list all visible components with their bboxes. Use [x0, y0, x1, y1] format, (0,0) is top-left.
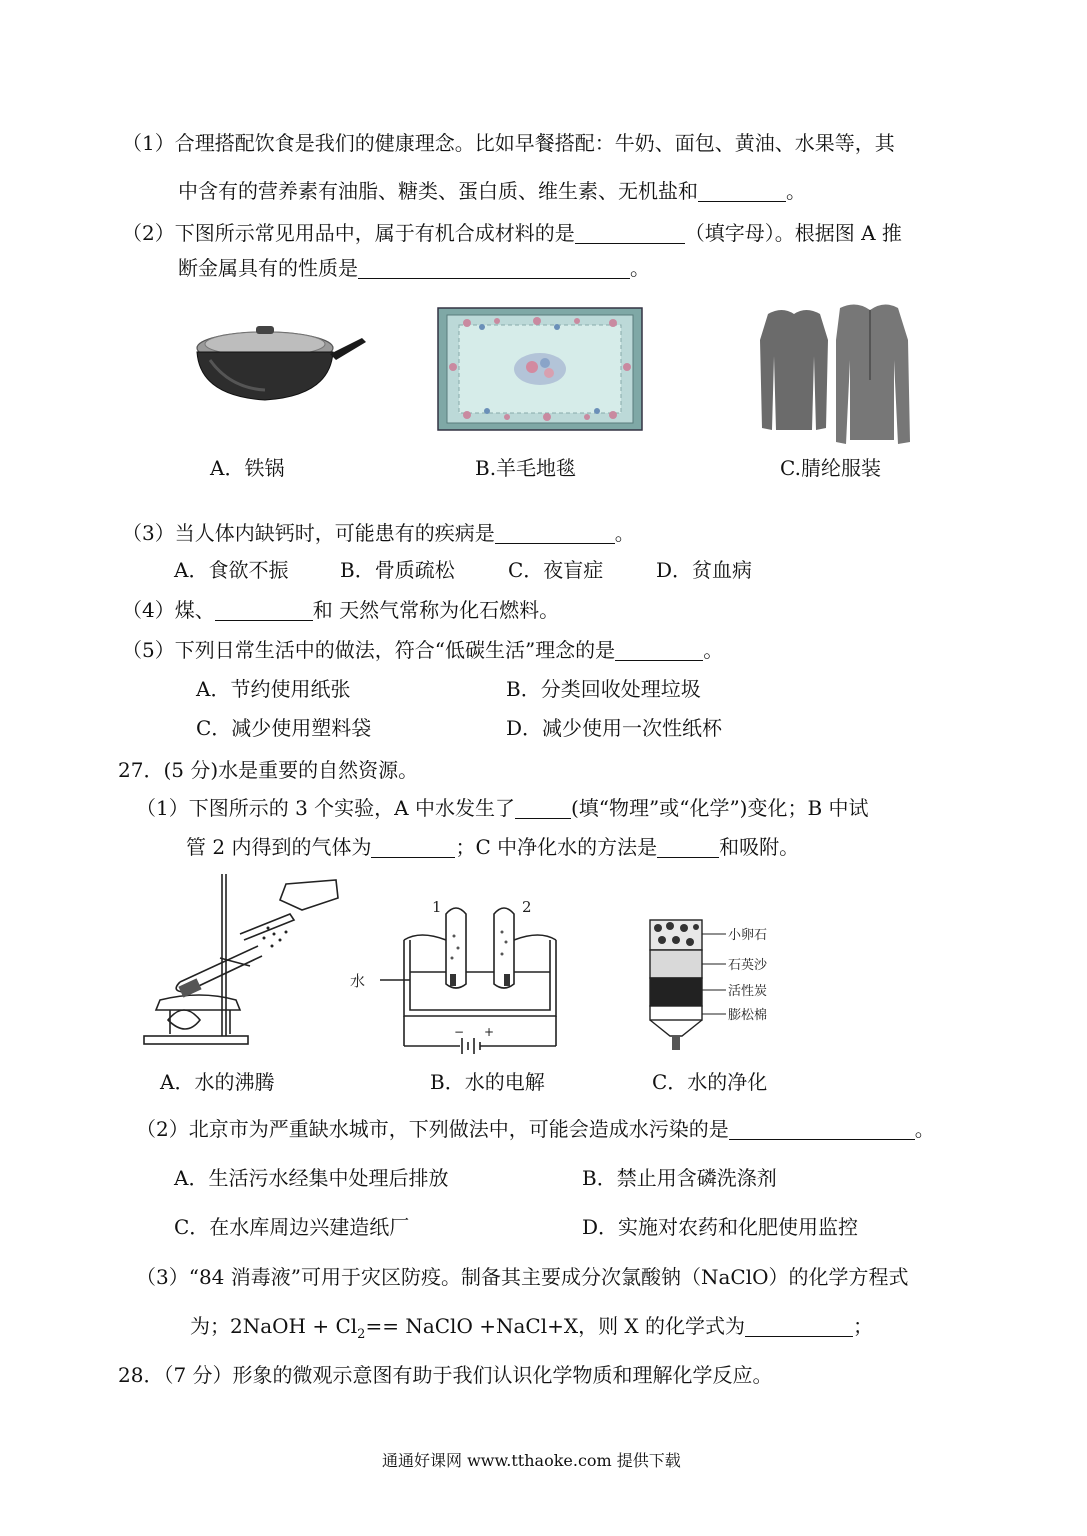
label-cotton: 膨松棉	[728, 1008, 768, 1023]
answer-blank[interactable]	[657, 837, 719, 858]
q27-p3-line1: （3）“84 消毒液”可用于灾区防疫。制备其主要成分次氯酸钠（NaClO）的化学方程式	[136, 1265, 909, 1289]
q26-p5-stem: （5）下列日常生活中的做法，符合“低碳生活”理念的是 。	[122, 638, 724, 662]
answer-blank[interactable]	[745, 1316, 853, 1337]
q26-p1-line2: 中含有的营养素有油脂、糖类、蛋白质、维生素、无机盐和 。	[178, 179, 806, 203]
q28-title: 28．（7 分）形象的微观示意图有助于我们认识化学物质和理解化学反应。	[118, 1363, 773, 1387]
answer-blank[interactable]	[615, 640, 703, 661]
answer-blank[interactable]	[698, 181, 786, 202]
q27-p1-line1: （1）下图所示的 3 个实验，A 中水发生了 (填“物理”或“化学”)变化；B 中试	[136, 796, 869, 820]
answer-blank[interactable]	[575, 223, 685, 244]
caption-purification: C．水的净化	[652, 1070, 768, 1094]
q26-p3-stem: （3）当人体内缺钙时，可能患有的疾病是 。	[122, 521, 635, 545]
q26-p3-option-c: C．夜盲症	[508, 558, 604, 582]
rug-figure	[437, 307, 643, 431]
q26-p4: （4）煤、 和 天然气常称为化石燃料。	[122, 598, 560, 622]
q27-p1-line2: 管 2 内得到的气体为 ；C 中净化水的方法是 和吸附。	[186, 835, 800, 859]
q27-p2-stem: （2）北京市为严重缺水城市，下列做法中，可能会造成水污染的是 。	[136, 1117, 935, 1141]
q27-p2-option-d: D．实施对农药和化肥使用监控	[582, 1215, 859, 1239]
label-quartz-sand: 石英沙	[728, 958, 768, 973]
q27-p2-option-a: A．生活污水经集中处理后排放	[174, 1166, 449, 1190]
svg-text:−: −	[454, 1025, 465, 1039]
q26-p3-option-a: A．食欲不振	[174, 558, 289, 582]
answer-blank[interactable]	[215, 600, 313, 621]
q26-p3-option-b: B．骨质疏松	[340, 558, 455, 582]
q27-p2-option-c: C．在水库周边兴建造纸厂	[174, 1215, 410, 1239]
tube-2-label: 2	[522, 898, 532, 916]
caption-a-wok: A．铁锅	[210, 456, 285, 480]
q26-p5-option-a: A．节约使用纸张	[196, 677, 351, 701]
answer-blank[interactable]	[371, 837, 455, 858]
garments-figure	[752, 300, 914, 448]
caption-b-rug: B.羊毛地毯	[475, 456, 577, 480]
answer-blank[interactable]	[515, 798, 571, 819]
q26-p2-line2: 断金属具有的性质是 。	[178, 256, 650, 280]
answer-blank[interactable]	[358, 258, 630, 279]
q27-p3-line2: 为；2NaOH + $Cl_2==$ NaClO +NaCl+X，则 X 的化学式为 ；	[190, 1314, 874, 1342]
answer-blank[interactable]	[495, 523, 615, 544]
answer-blank[interactable]	[729, 1119, 915, 1140]
water-label: 水	[350, 972, 366, 990]
q27-title: 27．(5 分)水是重要的自然资源。	[118, 758, 419, 782]
svg-text:+: +	[484, 1025, 495, 1039]
q26-p5-option-d: D．减少使用一次性纸杯	[506, 716, 723, 740]
water-filter-figure	[644, 914, 794, 1054]
q26-p5-option-c: C．减少使用塑料袋	[196, 716, 372, 740]
q26-p5-option-b: B．分类回收处理垃圾	[506, 677, 701, 701]
q27-p2-option-b: B．禁止用含磷洗涤剂	[582, 1166, 777, 1190]
q26-p3-option-d: D．贫血病	[656, 558, 753, 582]
wok-figure	[190, 318, 370, 408]
electrolysis-apparatus-figure	[350, 896, 570, 1056]
label-pebbles: 小卵石	[728, 928, 768, 943]
label-activated-carbon: 活性炭	[728, 984, 768, 999]
tube-1-label: 1	[432, 898, 442, 916]
boiling-apparatus-figure	[140, 870, 340, 1052]
caption-boiling: A．水的沸腾	[160, 1070, 275, 1094]
page-footer: 通通好课网 www.tthaoke.com 提供下载	[382, 1451, 681, 1470]
q26-p2-line1: （2）下图所示常见用品中，属于有机合成材料的是 （填字母）。根据图 A 推	[122, 221, 902, 245]
caption-electrolysis: B．水的电解	[430, 1070, 545, 1094]
q26-p1-line1: （1）合理搭配饮食是我们的健康理念。比如早餐搭配：牛奶、面包、黄油、水果等，其	[122, 131, 895, 155]
caption-c-garment: C.腈纶服装	[780, 456, 881, 480]
